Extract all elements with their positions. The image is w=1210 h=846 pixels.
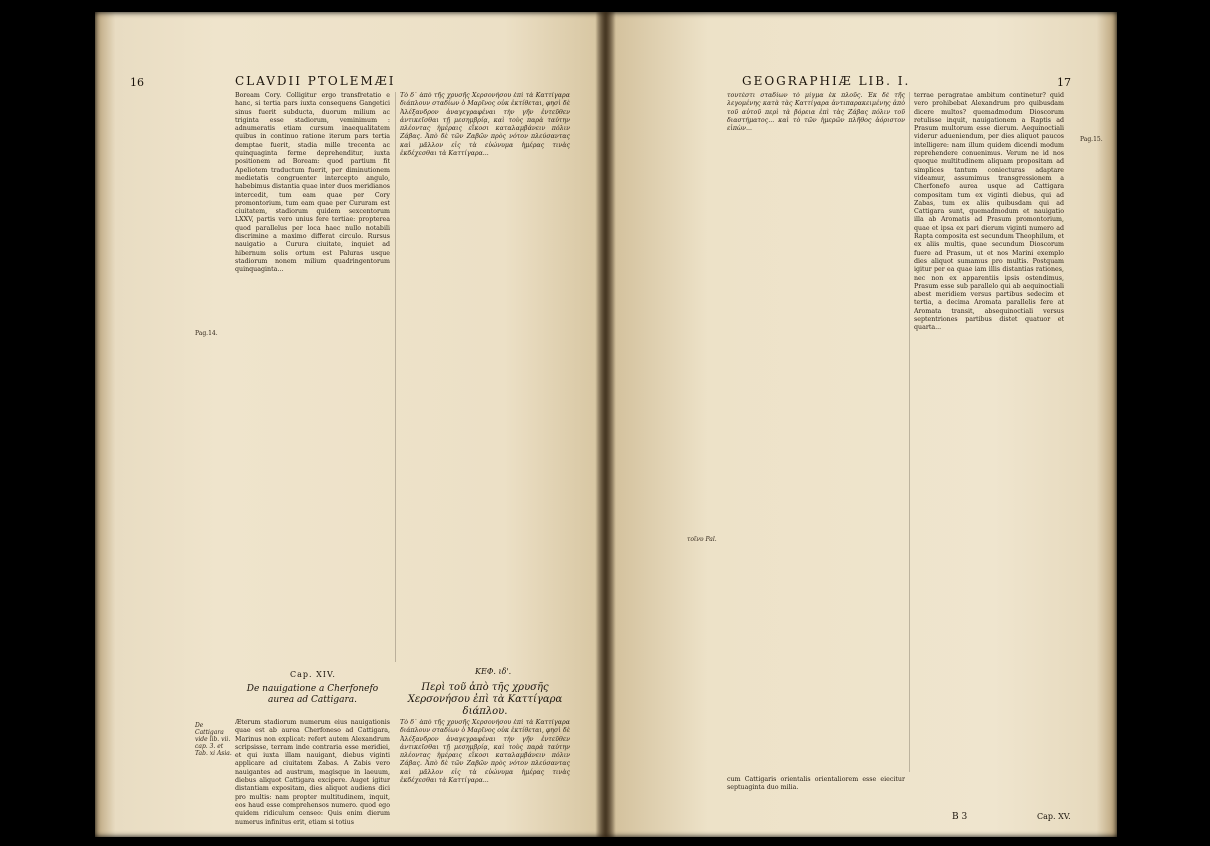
left-chapter-text: Æterum stadiorum numerum eius nauigationis quae est ab aurea Cherfoneso ad Cattigara, Marinus non explicat: refert autem Alexandrum scripsisse, terram inde contraria esse meridiei, et qui iuxta illam nauigant, diebus viginti applicare ad ciuitatem Zabas. A Zabis vero nauigantes ad austrum, magisque in laeuum, diebus aliquot Cattigara excipere. Auget igitur distantiam expositam, dies aliquot audiens dici pro multis: nam propter multitudinem, inquit, eos haud esse comprehensos numero. quod ego quidem ridiculum censeo: Quis enim dierum numerus infinitus erit, etiam si totius — [235, 719, 390, 826]
signature-mark: B 3 — [952, 812, 968, 822]
left-margin-note: De Cattigara vide lib. vii. cap. 3. et Tab. xi Asia. — [195, 722, 232, 757]
right-margin-note: τοῖνυ Pal. — [687, 536, 717, 543]
left-greek-column: Τὸ δ᾽ ἀπὸ τῆς χρυσῆς Χερσονήσου ἐπὶ τὰ Καττίγαρα διάπλουν σταδίων ὁ Μαρῖνος οὐκ ἐκτίθεται, φησὶ δὲ Ἀλέξανδρον ἀναγεγραφέναι τὴν γῆν ἐντεῦθεν ἀντικεῖσθαι τῇ μεσημβρίᾳ, καὶ τοὺς παρὰ ταύτην πλέοντας ἡμέραις εἴκοσι καταλαμβάνειν πόλιν Ζάβας. Ἀπὸ δὲ τῶν Ζαβῶν πρὸς νότον πλεύσαντας καὶ μᾶλλον εἰς τὰ εὐώνυμα ἡμέρας τινὰς ἐκδέχεσθαι τὰ Καττίγαρα... — [400, 92, 570, 158]
right-page-number: 17 — [1057, 76, 1071, 89]
left-chapter-heading: Cap. XIV. — [290, 670, 336, 679]
open-book — [95, 12, 1117, 837]
left-margin-label: Pag.14. — [195, 330, 218, 337]
right-bottom-text: cum Cattigaris orientalis orientaliorem esse eiecitur septuaginta duo milia. — [727, 776, 905, 792]
catchword: Cap. XV. — [1037, 812, 1071, 821]
column-divider-right — [909, 92, 910, 772]
left-page-number: 16 — [130, 76, 144, 89]
left-greek-chapter-heading: ΚΕΦ. ιδ'. — [475, 667, 512, 676]
left-chapter-title: De nauigatione a Cherfonefo aurea ad Cattigara. — [246, 684, 379, 705]
left-latin-column: Boream Cory. Colligitur ergo transfretatio e hanc, si tertia pars iuxta consequens Gangetici sinus fuerit subducta, duorum milium ac triginta esse stadiorum, veminimum : adnumeratis etiam cursum inaequalitatem quibus in continuo ratione iterum pars tertia demptae fuerit, stadia mille trecenta ac quinquaginta ferme deprehenditur, iuxta positionem ad Boream: quod partium fit Apeliotem traductum fuerit, per diminutionem medietatis congruenter intercepto angulo, habebimus distantia quae inter duos meridianos intercedit, tum eam quae per Cory promontorium, tum eam quae per Cururam est ciuitatem, stadiorum quidem sexcentorum LXXV, partis vero unius fere tertiae: propterea quod parallelus per loca haec nullo notabili discrimine a maximo differat circulo. Rursus nauigatio a Curura ciuitate, inquiet ad hibernum solis ortum est Paluras usque stadiorum nonem milium quadringentorum quinquaginta... — [235, 92, 390, 274]
left-greek-chapter-text: Τὸ δ᾽ ἀπὸ τῆς χρυσῆς Χερσονήσου ἐπὶ τὰ Καττίγαρα διάπλουν σταδίων ὁ Μαρῖνος οὐκ ἐκτίθεται, φησὶ δὲ Ἀλέξανδρον ἀναγεγραφέναι τὴν γῆν ἐντεῦθεν ἀντικεῖσθαι τῇ μεσημβρίᾳ, καὶ τοὺς παρὰ ταύτην πλέοντας ἡμέραις εἴκοσι καταλαμβάνειν πόλιν Ζάβας. Ἀπὸ δὲ τῶν Ζαβῶν πρὸς νότον πλεύσαντας καὶ μᾶλλον εἰς τὰ εὐώνυμα ἡμέρας τινὰς ἐκδέχεσθαι τὰ Καττίγαρα... — [400, 719, 570, 785]
right-page — [612, 12, 1117, 837]
column-divider — [395, 92, 396, 662]
right-greek-column: τουτέστι σταδίων τὸ μίγμα ἐκ πλοῦς. Ἐκ δὲ τῆς λεγομένης κατὰ τὰς Καττίγαρα ἀντιπαρακειμένης ἀπὸ τοῦ αὐτοῦ περὶ τὰ βόρεια ἐπὶ τὰς Ζάβας πόλιν τοῦ διαστήματος... καὶ τὸ τῶν ἡμερῶν πλῆθος ἀόριστον εἰπὼν... — [727, 92, 905, 133]
right-latin-column: terrae peragratae ambitum continetur? quid vero prohibebat Alexandrum pro quibusdam dicere multos? quemadmodum Dioscorum retulisse inquit, nauigationem a Raptis ad Prasum multorum esse dierum. Aequinoctiali viderur adueniendum, per dies aliquot paucos intelligere: nam illum quidem dicendi modum reprehendere conuenimus. Verum ne id nos quoque multitudinem aliquam propositam ad simplices tantum coniecturas adaptare videamur, assumimus transgressionem a Cherfonefo aurea usque ad Cattigara compositam tum ex viginti diebus, qui ad Zabas, tum ex aliis quibusdam qui ad Cattigara sunt, quemadmodum et nauigatio illa ab Aromatis ad Prasum promontorium, quae et ipsa ex pari dierum viginti numero ad Rapta composita est secundum Theophilum, et ex aliis multis, quae secundum Dioscorum fuere ad Prasum, ut et nos Marini exemplo dies aliquot sumamus pro multis. Postquam igitur per ea quae iam illis distantias rationes, nec non ex apparentiis ipsis ostendimus, Prasum esse sub parallelo qui ab aequinoctiali abest meridiem versus partibus sedecim et tertia, a decima Aromata parallelis fere at Aromata transit, absequinoctiali versus septentriones partibus distet quatuor et quarta... — [914, 92, 1064, 332]
left-page — [95, 12, 600, 837]
right-page-header: GEOGRAPHIÆ LIB. I. — [742, 74, 911, 88]
left-greek-chapter-title: Περὶ τοῦ ἀπὸ τῆς χρυσῆς Χερσονήσου ἐπὶ τὰ Καττίγαρα διάπλου. — [407, 682, 563, 717]
right-margin-label: Pag.15. — [1080, 136, 1103, 143]
left-page-header: CLAVDII PTOLEMÆI — [235, 74, 396, 88]
